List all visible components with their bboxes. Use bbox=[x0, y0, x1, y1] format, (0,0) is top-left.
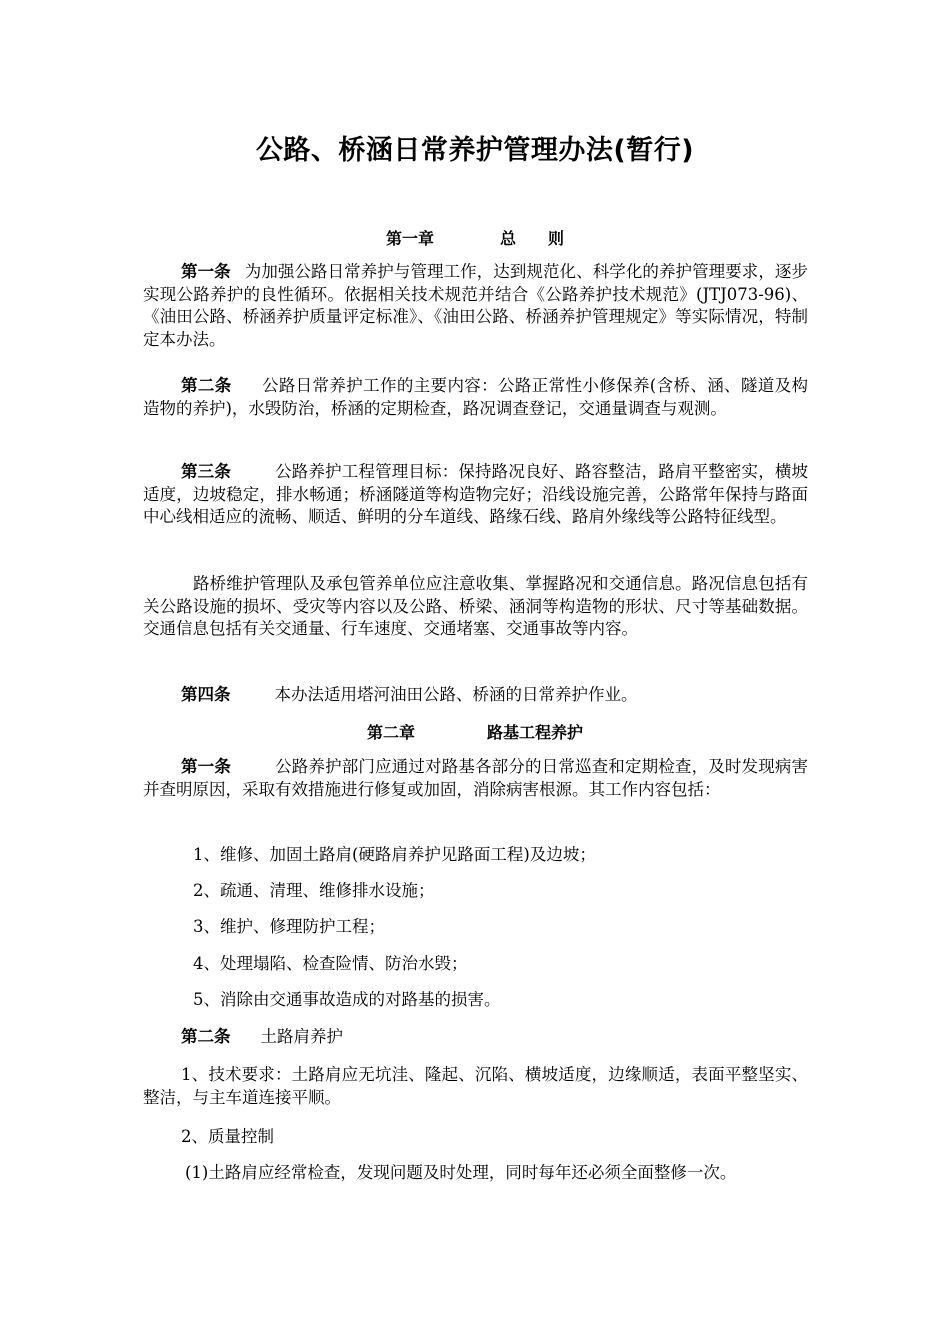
ch1-article-3 bbox=[143, 461, 808, 529]
ch2-list-item: 4、处理塌陷、检查险情、防治水毁； bbox=[193, 954, 468, 973]
ch1-article-2 bbox=[143, 375, 808, 420]
ch2-list-item: 1、维修、加固土路肩(硬路肩养护见路面工程)及边坡； bbox=[193, 845, 596, 864]
ch2-list-item: 2、疏通、清理、维修排水设施； bbox=[193, 881, 435, 900]
chapter-2-heading bbox=[0, 720, 950, 743]
article-text: 公路养护部门应通过对路基各部分的日常巡查和定期检查，及时发现病害并查明原因，采取有效措施进行修复或加固，消除病害根源。其工作内容包括： bbox=[143, 757, 809, 799]
article-label: 第二条 bbox=[181, 376, 232, 395]
article-text: 土路肩养护 bbox=[260, 1027, 343, 1046]
article-label: 第一条 bbox=[181, 757, 231, 776]
chapter-2-name: 路基工程养护 bbox=[487, 723, 584, 742]
article-text: 公路养护工程管理目标：保持路况良好、路容整洁，路肩平整密实，横坡适度，边坡稳定，排水畅通；桥涵隧道等构造物完好；沿线设施完善，公路常年保持与路面中心线相适应的流畅、顺适、鲜明的分车道线、路缘石线、路肩外缘线等公路特征线型。 bbox=[143, 462, 809, 527]
document-title: 公路、桥涵日常养护管理办法(暂行) bbox=[255, 135, 695, 166]
ch2-article-1 bbox=[143, 756, 808, 801]
ch1-article-4 bbox=[143, 684, 808, 707]
article-label: 第三条 bbox=[181, 462, 231, 481]
chapter-2-label: 第二章 bbox=[366, 723, 415, 742]
article-label: 第二条 bbox=[181, 1027, 231, 1046]
ch2-quality-control: 2、质量控制 bbox=[181, 1127, 274, 1146]
ch2-list-item: 5、消除由交通事故造成的对路基的损害。 bbox=[193, 990, 501, 1009]
article-text: 公路日常养护工作的主要内容：公路正常性小修保养(含桥、涵、隧道及构造物的养护)，水毁防治，桥涵的定期检查，路况调查登记，交通量调查与观测。 bbox=[143, 376, 809, 418]
ch2-technical-requirements: 1、技术要求：土路肩应无坑洼、隆起、沉陷、横坡适度，边缘顺适，表面平整坚实、整洁，与主车道连接平顺。 bbox=[143, 1065, 808, 1107]
article-text: 为加强公路日常养护与管理工作，达到规范化、科学化的养护管理要求，逐步实现公路养护的良性循环。依据相关技术规范并结合《公路养护技术规范》(JTJ073-96)、《油田公路、桥涵养护质量评定标准》、《油田公路、桥涵养护管理规定》等实际情况，特制定本办法。 bbox=[143, 262, 809, 349]
chapter-1-label: 第一章 bbox=[385, 229, 434, 248]
ch2-article-2 bbox=[143, 1026, 808, 1049]
ch2-list-item: 3、维护、修理防护工程； bbox=[193, 917, 385, 936]
article-text: 本办法适用塔河油田公路、桥涵的日常养护作业。 bbox=[274, 685, 638, 704]
chapter-1-name: 总 则 bbox=[500, 229, 565, 248]
ch1-article-1 bbox=[143, 261, 808, 351]
ch1-info-paragraph: 路桥维护管理队及承包管养单位应注意收集、掌握路况和交通信息。路况信息包括有关公路设施的损坏、受灾等内容以及公路、桥梁、涵洞等构造物的形状、尺寸等基础数据。交通信息包括有关交通量、行车速度、交通堵塞、交通事故等内容。 bbox=[143, 574, 808, 639]
ch2-quality-control-item-1: (1)土路肩应经常检查，发现问题及时处理，同时每年还必须全面整修一次。 bbox=[185, 1163, 737, 1182]
chapter-1-heading bbox=[0, 226, 950, 249]
article-label: 第四条 bbox=[181, 685, 231, 704]
article-label: 第一条 bbox=[181, 262, 231, 281]
